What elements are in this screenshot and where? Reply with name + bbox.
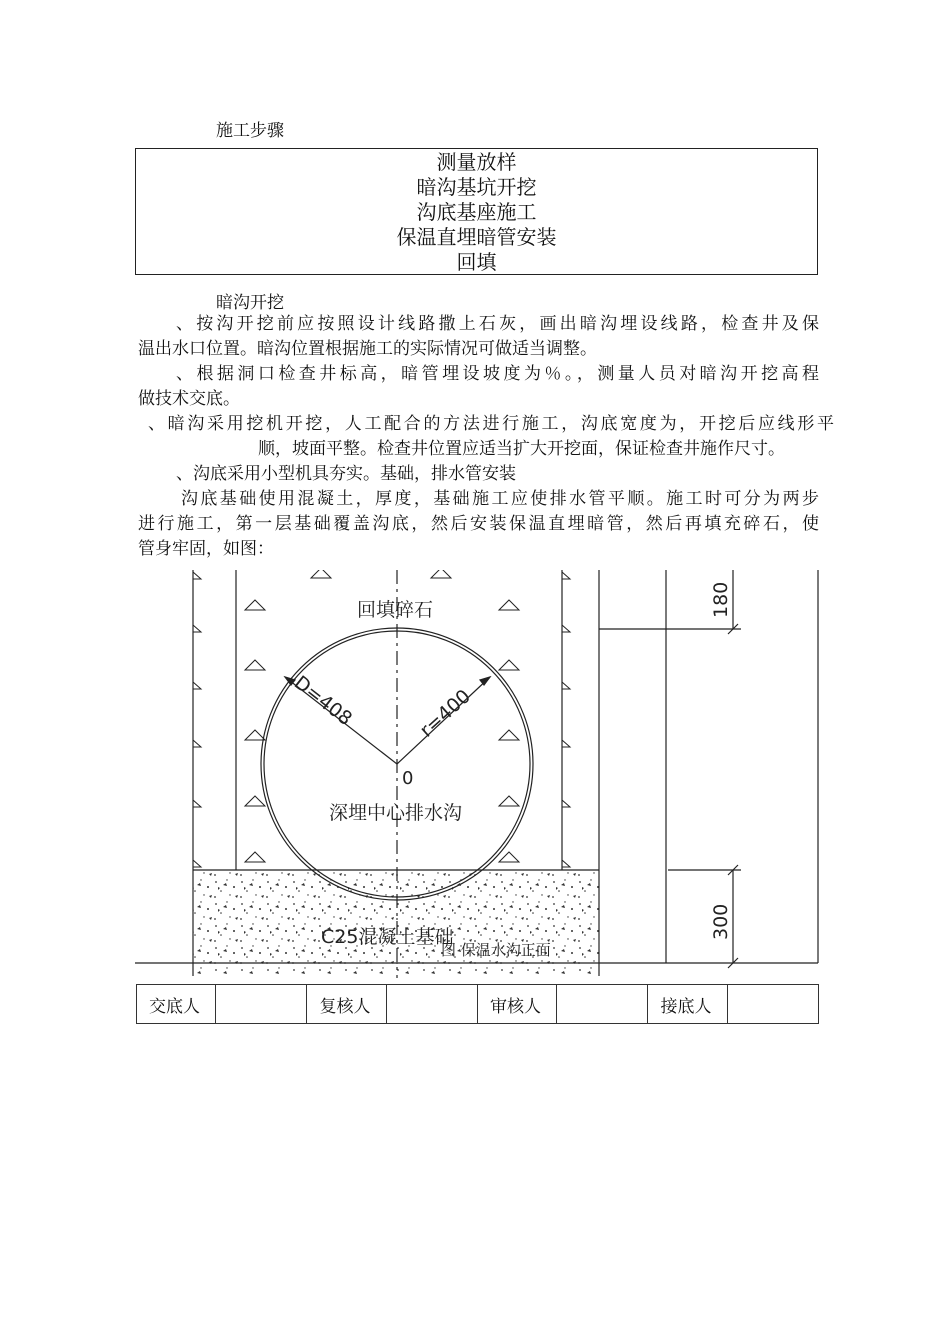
diameter-label: D=408 (289, 671, 357, 731)
field-handover-person[interactable] (216, 985, 307, 1024)
drainage-cross-section-drawing (135, 570, 825, 978)
label-auditor: 审核人 (477, 985, 556, 1024)
figure-caption: 图 保温水沟正面 (441, 941, 551, 959)
step-survey: 测量放样 (436, 150, 517, 174)
paragraph-2-line-2: 做技术交底。 (138, 389, 240, 409)
dim-bottom-value: 300 (710, 903, 732, 940)
dim-top-value: 180 (710, 581, 732, 618)
sign-off-table (136, 984, 819, 1024)
pipe-label: 深埋中心排水沟 (329, 802, 463, 824)
paragraph-1-line-2: 温出水口位置。暗沟位置根据施工的实际情况可做适当调整。 (138, 339, 597, 359)
heading-trench-excavation: 暗沟开挖 (216, 293, 284, 313)
table-row (137, 985, 819, 1024)
radius-label: r=400 (415, 685, 475, 742)
paragraph-1-line-1: 、按沟开挖前应按照设计线路撒上石灰，画出暗沟埋设线路，检查井及保 (176, 314, 819, 334)
step-excavation: 暗沟基坑开挖 (416, 175, 537, 199)
steps-box (135, 148, 818, 275)
base-label: C25混凝土基础 (321, 926, 454, 948)
step-base: 沟底基座施工 (416, 200, 537, 224)
paragraph-2-line-1: 、根据洞口检查井标高，暗管埋设坡度为％。，测量人员对暗沟开挖高程 (176, 364, 819, 384)
label-reviewer: 复核人 (307, 985, 386, 1024)
step-backfill: 回填 (456, 250, 497, 274)
heading-construction-steps: 施工步骤 (216, 121, 284, 141)
label-receiver: 接底人 (648, 985, 727, 1024)
paragraph-3-line-1: 、暗沟采用挖机开挖，人工配合的方法进行施工，沟底宽度为，开挖后应线形平 (148, 414, 834, 434)
field-receiver[interactable] (727, 985, 818, 1024)
field-auditor[interactable] (557, 985, 648, 1024)
paragraph-3-line-2: 顺，坡面平整。检查井位置应适当扩大开挖面，保证检查井施作尺寸。 (258, 439, 785, 459)
paragraph-4-line-1: 、沟底采用小型机具夯实。基础，排水管安装 (176, 464, 516, 484)
paragraph-5-line-1: 沟底基础使用混凝土，厚度，基础施工应使排水管平顺。施工时可分为两步 (181, 489, 819, 509)
paragraph-5-line-3: 管身牢固，如图： (138, 539, 274, 559)
field-reviewer[interactable] (386, 985, 477, 1024)
label-handover-person: 交底人 (137, 985, 216, 1024)
backfill-label: 回填碎石 (357, 599, 434, 621)
step-pipe-install: 保温直埋暗管安装 (396, 225, 557, 249)
paragraph-5-line-2: 进行施工，第一层基础覆盖沟底，然后安装保温直埋暗管，然后再填充碎石，使 (138, 514, 819, 534)
center-label: 0 (402, 768, 414, 789)
